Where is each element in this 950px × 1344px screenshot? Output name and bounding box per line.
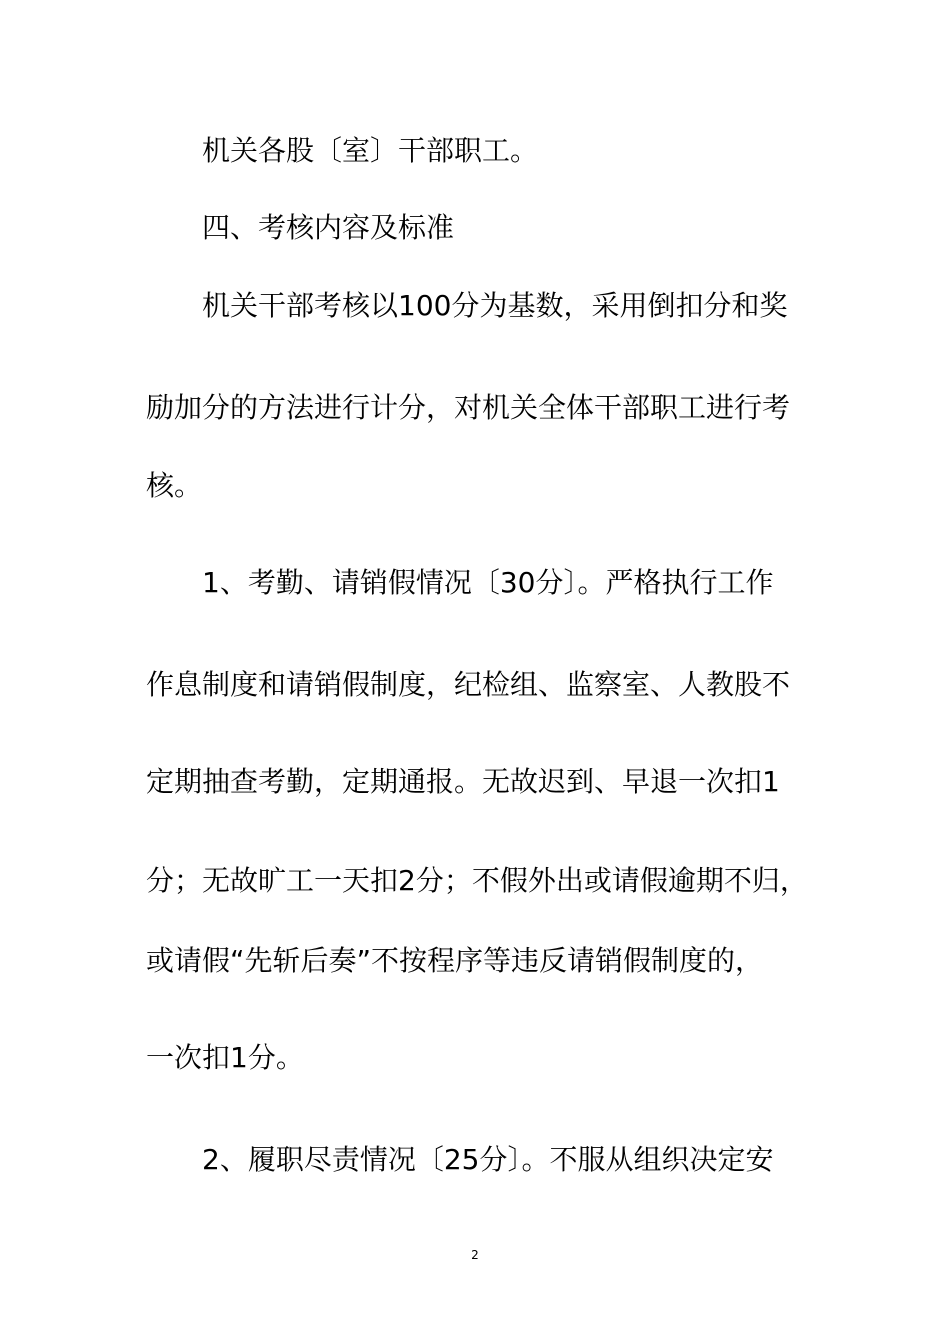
text-line: 或请假“先斩后奏”不按程序等违反请销假制度的， [146, 944, 764, 977]
text-line: 核。 [146, 469, 203, 502]
text-line: 励加分的方法进行计分，对机关全体干部职工进行考 [146, 391, 791, 424]
section-heading: 四、考核内容及标准 [202, 211, 455, 244]
text-line: 1、考勤、请销假情况〔30分〕。严格执行工作 [202, 566, 774, 599]
text-line: 一次扣1分。 [146, 1041, 304, 1074]
text-line: 机关各股〔室〕干部职工。 [202, 134, 539, 167]
text-line: 定期抽查考勤，定期通报。无故迟到、早退一次扣1 [146, 765, 780, 798]
text-line: 作息制度和请销假制度，纪检组、监察室、人教股不 [146, 668, 791, 701]
text-line: 分；无故旷工一天扣2分；不假外出或请假逾期不归， [146, 864, 808, 897]
text-line: 机关干部考核以100分为基数，采用倒扣分和奖 [202, 289, 788, 322]
page-number: 2 [471, 1248, 479, 1262]
text-line: 2、履职尽责情况〔25分〕。不服从组织决定安 [202, 1143, 774, 1176]
